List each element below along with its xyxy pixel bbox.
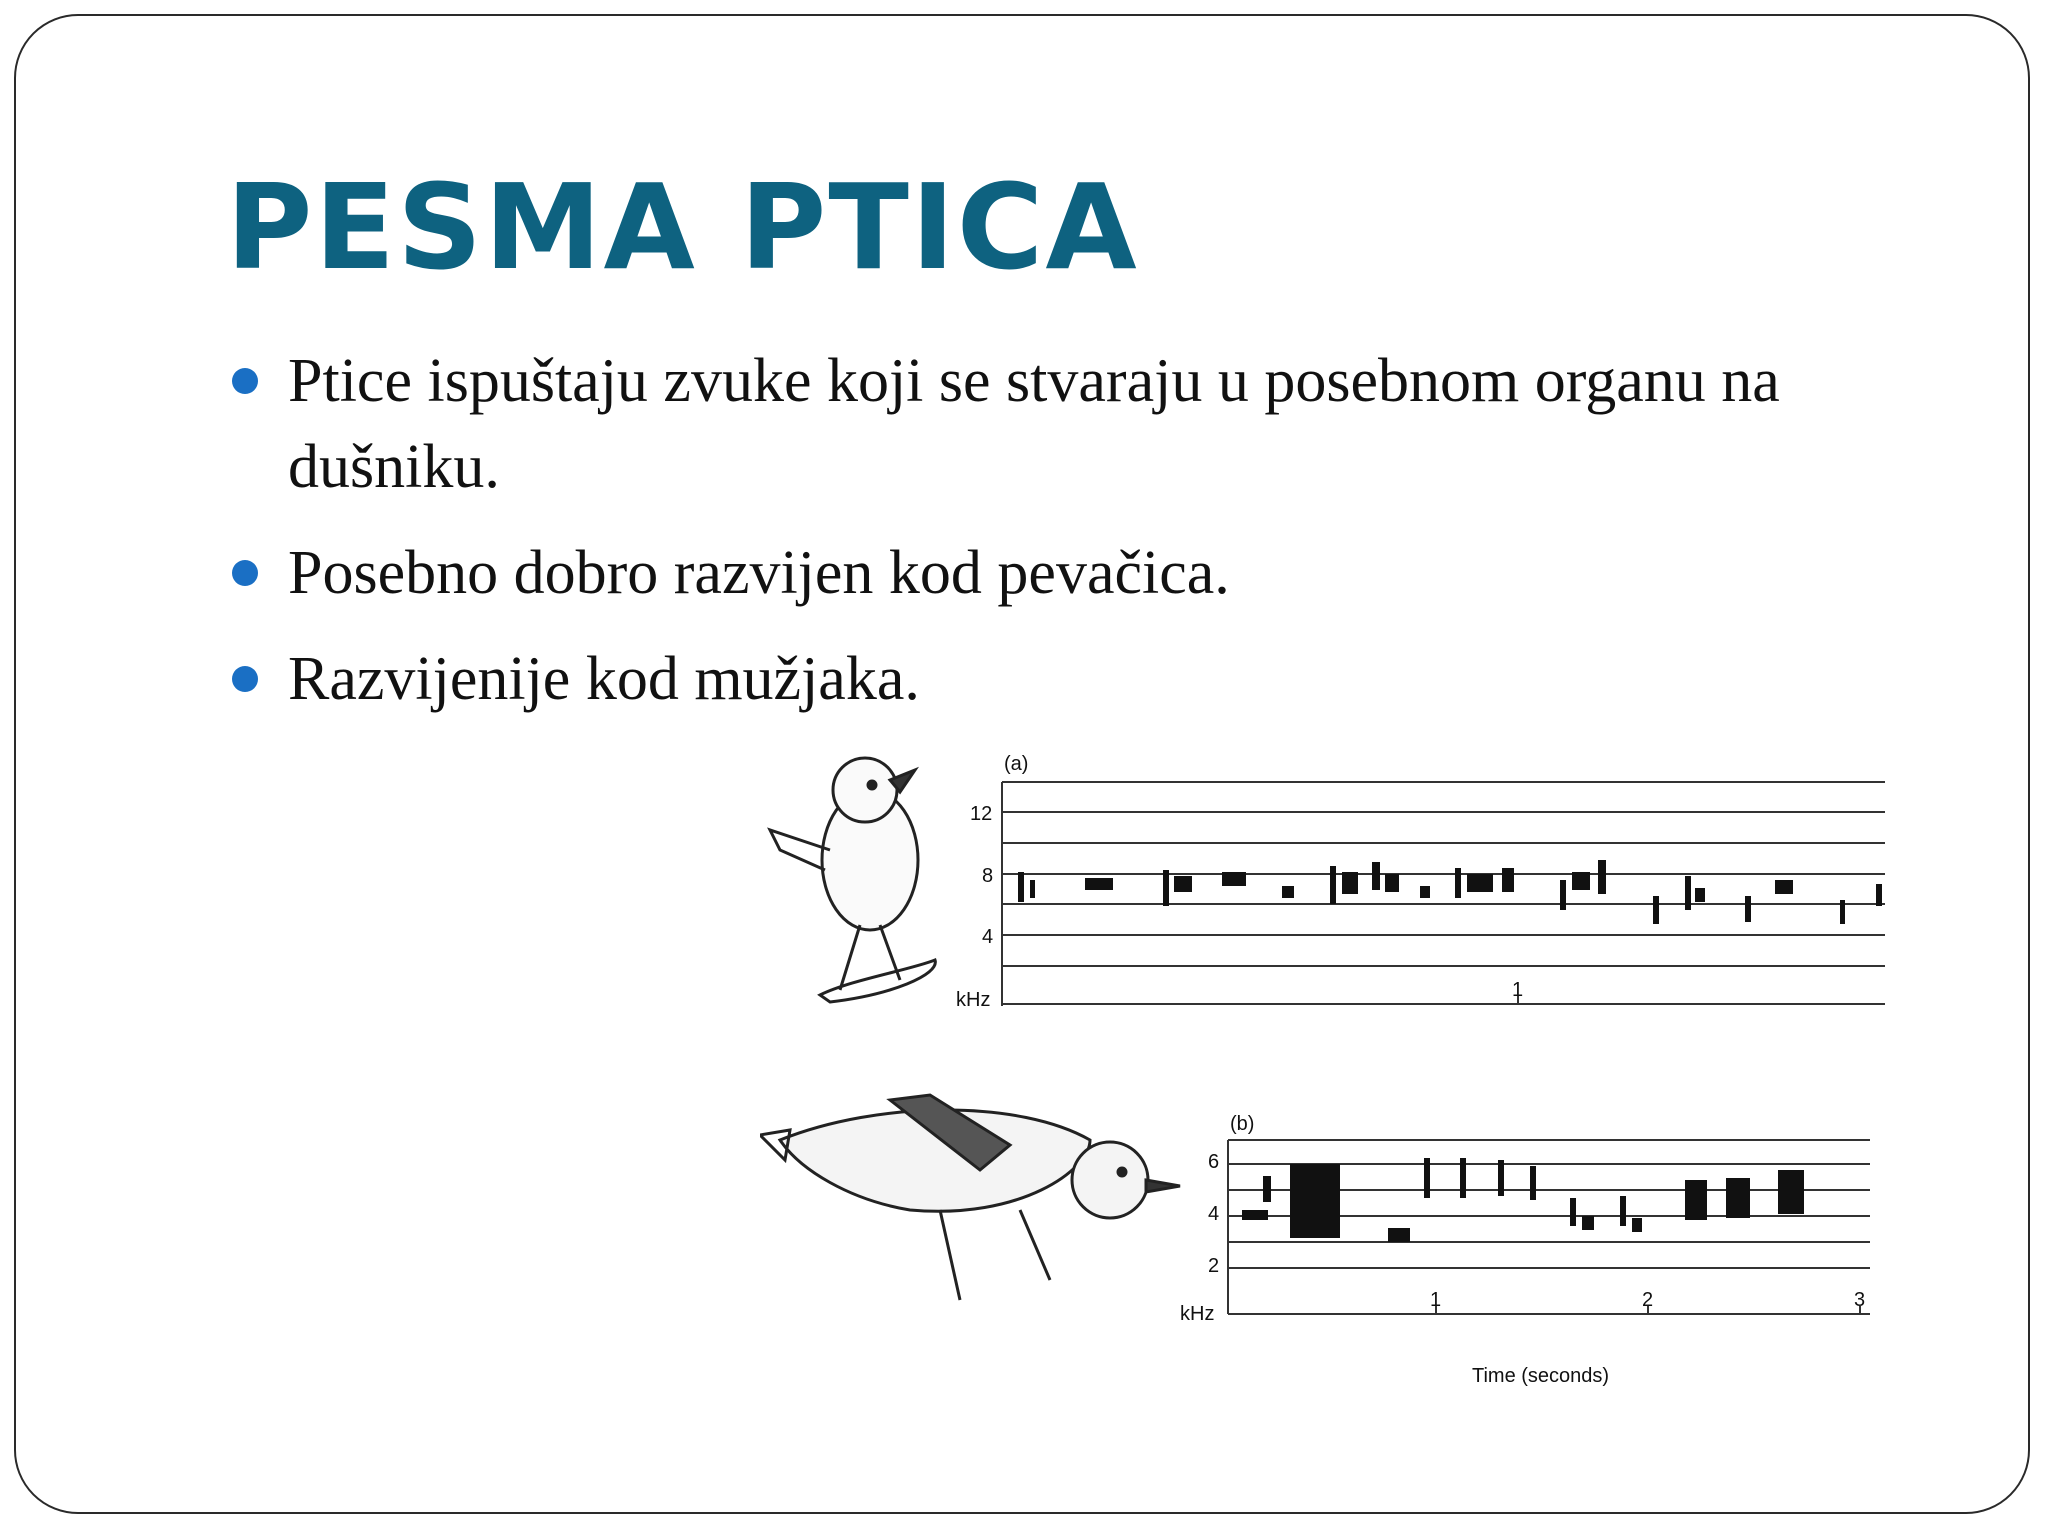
singing-bird-illustration [770,758,935,1002]
x-axis-label: Time (seconds) [1472,1365,1610,1387]
birdsong-sonogram-figure [760,740,1900,1410]
panel-b-xtick: 3 [1854,1289,1866,1311]
sonogram-b-notes [1242,1158,1804,1242]
bullet-dot-icon [232,560,258,586]
panel-b-xtick: 1 [1430,1289,1442,1311]
bullet-text: Ptice ispuštaju zvuke koji se stvaraju u posebnom organu na dušniku. [288,347,1780,501]
panel-a-ytick: 4 [982,926,994,948]
panel-b-ytick: 4 [1208,1203,1220,1225]
bullet-item [226,636,1926,722]
panel-b-ytick: 2 [1208,1255,1220,1277]
sonogram-a-notes [1018,860,1882,924]
panel-b-xtick: 2 [1642,1289,1654,1311]
bullet-item [226,530,1926,616]
panel-b-label: (b) [1230,1113,1255,1135]
bullet-dot-icon [232,368,258,394]
bullet-list [226,338,1926,742]
sparrow-bird-illustration [760,1095,1180,1300]
bullet-text: Razvijenije kod mužjaka. [288,645,920,713]
panel-a-xtick: 1 [1512,979,1524,1001]
sonogram-panel-a [1002,782,1885,1006]
panel-a-ytick: 8 [982,865,994,887]
panel-a-ytick: 12 [970,803,993,825]
panel-b-ytick: 6 [1208,1151,1220,1173]
panel-a-label: (a) [1004,753,1029,775]
bullet-text: Posebno dobro razvijen kod pevačica. [288,539,1230,607]
slide-title: PESMA PTICA [226,158,1139,296]
sonogram-svg [760,740,1900,1410]
panel-b-unit: kHz [1180,1303,1215,1325]
panel-a-unit: kHz [956,989,991,1011]
bullet-dot-icon [232,666,258,692]
bullet-item [226,338,1926,510]
